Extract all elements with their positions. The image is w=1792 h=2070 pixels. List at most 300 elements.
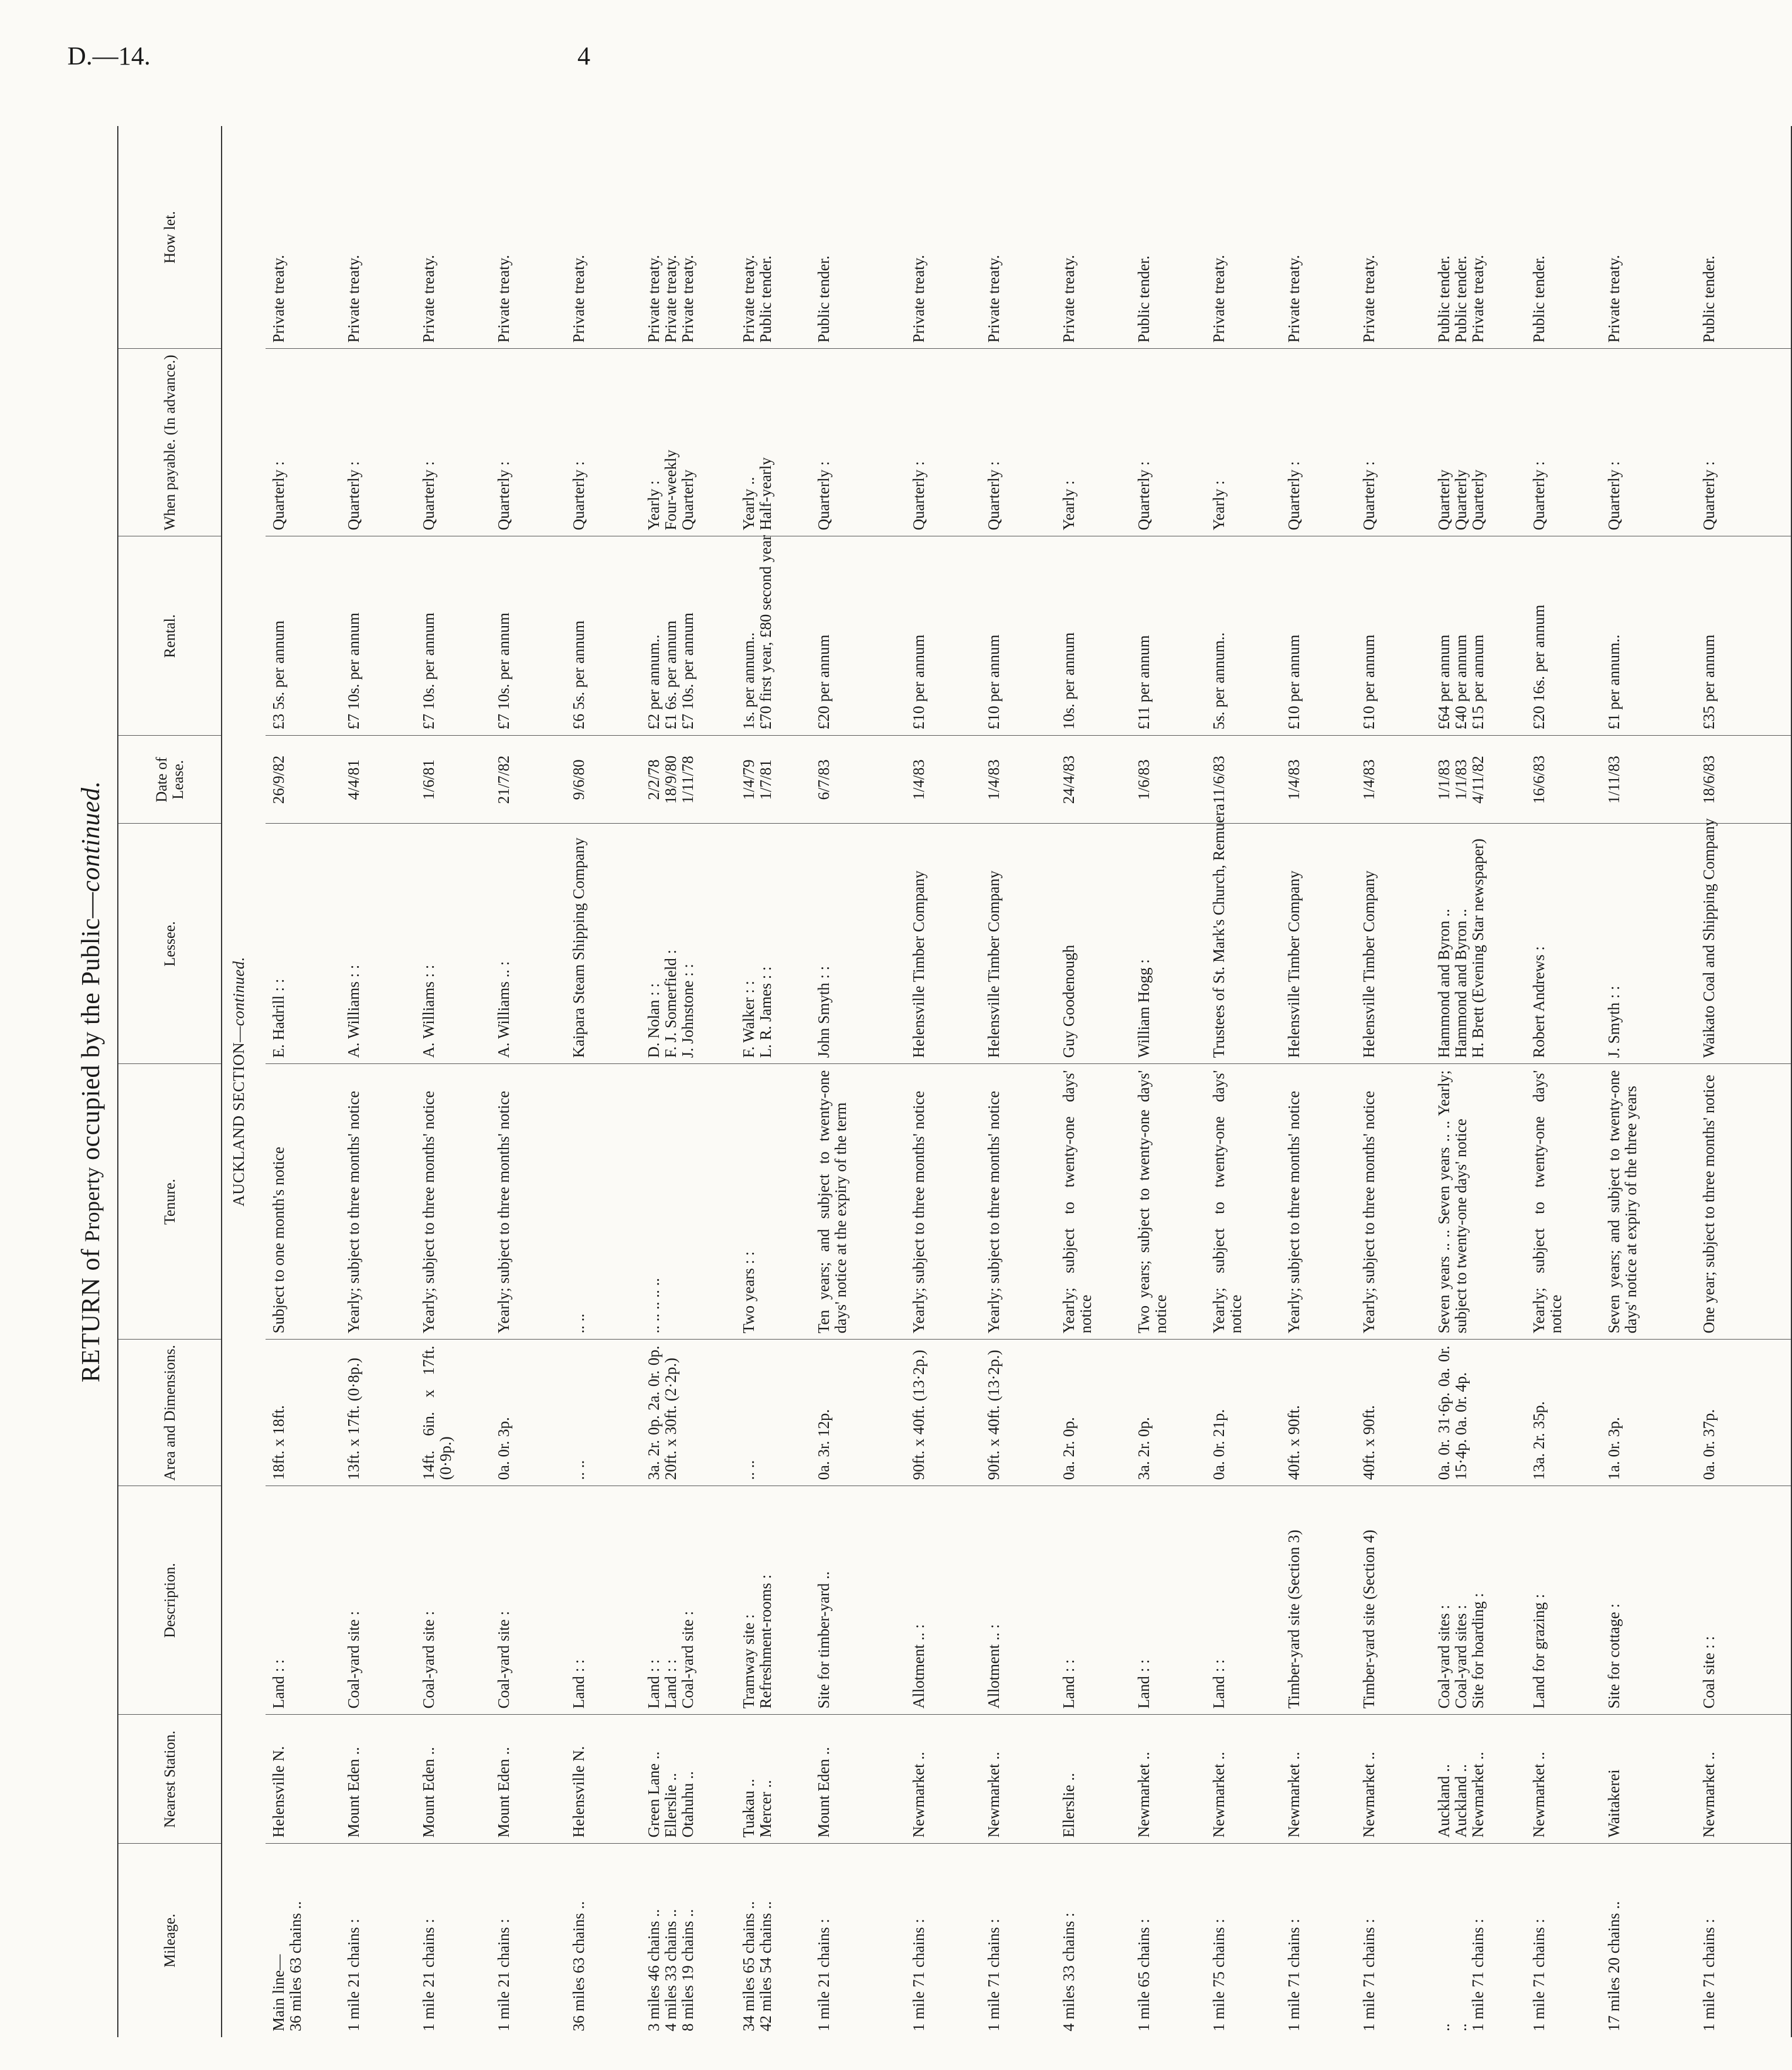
rental-cell-line: £10 per annum bbox=[1360, 634, 1378, 730]
lessee-cell bbox=[1526, 824, 1601, 1064]
date-cell bbox=[641, 736, 736, 824]
station-cell-line: Mount Eden .. bbox=[345, 1747, 362, 1838]
mileage-cell-line: 1 mile 71 chains : bbox=[1700, 1919, 1718, 2031]
lessee-cell-line: Hammond and Byron .. bbox=[1452, 909, 1470, 1058]
how-let-cell bbox=[1601, 126, 1696, 349]
description-cell bbox=[566, 1486, 641, 1715]
station-cell-line: Auckland .. bbox=[1452, 1764, 1470, 1838]
description-cell bbox=[641, 1486, 736, 1715]
rental-cell-line: £7 10s. per annum bbox=[420, 613, 437, 730]
table-row bbox=[1356, 126, 1431, 2037]
lessee-cell bbox=[491, 824, 566, 1064]
header-row bbox=[118, 126, 222, 2037]
rental-cell-line: £10 per annum bbox=[1285, 634, 1303, 730]
station-cell-line: Helensville N. bbox=[570, 1746, 587, 1838]
tenure-cell: Yearly; subject to three months' notice bbox=[491, 1064, 566, 1340]
date-cell bbox=[811, 736, 906, 824]
mileage-cell-line: 3 miles 46 chains .. bbox=[645, 1909, 662, 2031]
date-cell-line: 4/4/81 bbox=[345, 759, 362, 800]
rental-cell bbox=[1526, 536, 1601, 736]
description-cell-line: Coal-yard site : bbox=[420, 1611, 437, 1709]
how-let-cell bbox=[266, 126, 341, 349]
how-let-cell bbox=[1206, 126, 1281, 349]
table-row bbox=[266, 126, 341, 2037]
lessee-cell-line: Waikato Coal and Shipping Company bbox=[1700, 818, 1718, 1058]
station-cell-line: Newmarket .. bbox=[1360, 1752, 1378, 1838]
mileage-cell-line: 1 mile 71 chains : bbox=[1360, 1919, 1378, 2031]
area-cell: .. .. bbox=[736, 1340, 811, 1486]
lessee-cell bbox=[1696, 818, 1791, 1064]
description-cell-line: Land : : bbox=[570, 1659, 587, 1709]
lessee-cell bbox=[1356, 824, 1431, 1064]
description-cell-line: Land : : bbox=[645, 1659, 662, 1709]
tenure-cell: .. .. .. .. .. bbox=[641, 1064, 736, 1340]
description-cell-line: Land : : bbox=[1210, 1659, 1227, 1709]
how-let-cell bbox=[1281, 126, 1356, 349]
how-let-cell-line: Private treaty. bbox=[679, 254, 696, 343]
how-let-cell-line: Private treaty. bbox=[1605, 254, 1623, 343]
station-cell-line: Mount Eden .. bbox=[495, 1747, 512, 1838]
lessee-cell-line: Helensville Timber Company bbox=[1285, 871, 1303, 1058]
how-let-cell bbox=[641, 126, 736, 349]
table-row bbox=[491, 126, 566, 2037]
how-let-cell bbox=[1131, 126, 1206, 349]
description-cell-line: Allotment .. : bbox=[910, 1624, 927, 1709]
description-cell bbox=[1206, 1486, 1281, 1715]
how-let-cell-line: Private treaty. bbox=[270, 254, 287, 343]
rental-cell-line: 1s. per annum.. bbox=[740, 632, 757, 730]
how-let-cell bbox=[341, 126, 416, 349]
area-cell: 14ft. 6in. x 17ft. (0·9p.) bbox=[416, 1340, 491, 1486]
lessee-cell-line: H. Brett (Evening Star newspaper) bbox=[1469, 838, 1487, 1058]
rental-cell bbox=[566, 536, 641, 736]
payable-cell-line: Yearly : bbox=[1210, 480, 1227, 531]
how-let-cell-line: Private treaty. bbox=[1060, 254, 1077, 343]
lessee-cell-line: Helensville Timber Company bbox=[985, 871, 1002, 1058]
title-suffix: occupied by the Public— bbox=[76, 892, 105, 1167]
mileage-cell bbox=[906, 1844, 981, 2037]
table-row bbox=[416, 126, 491, 2037]
tenure-cell: Two years : : bbox=[736, 1064, 811, 1340]
date-cell-line: 1/4/83 bbox=[1285, 759, 1303, 800]
area-cell: 13ft. x 17ft. (0·8p.) bbox=[341, 1340, 416, 1486]
area-cell: 0a. 0r. 3p. bbox=[491, 1340, 566, 1486]
payable-cell-line: Quarterly bbox=[679, 470, 696, 531]
area-cell: 0a. 0r. 31·6p. 0a. 0r. 15·4p. 0a. 0r. 4p. bbox=[1431, 1340, 1526, 1486]
lessee-cell bbox=[906, 824, 981, 1064]
description-cell-line: Allotment .. : bbox=[985, 1624, 1002, 1709]
payable-cell bbox=[416, 349, 491, 536]
payable-cell-line: Quarterly : bbox=[570, 461, 587, 531]
tenure-cell: Yearly; subject to three months' notice bbox=[1281, 1064, 1356, 1340]
table-row bbox=[1526, 126, 1601, 2037]
payable-cell bbox=[736, 349, 811, 536]
station-cell bbox=[266, 1715, 341, 1844]
description-cell bbox=[491, 1486, 566, 1715]
rental-cell bbox=[736, 536, 811, 736]
mileage-cell bbox=[416, 1844, 491, 2037]
mileage-cell bbox=[566, 1844, 641, 2037]
page-reference: D.—14. bbox=[67, 42, 151, 70]
mileage-cell-line: 1 mile 21 chains : bbox=[420, 1919, 437, 2031]
how-let-cell-line: Public tender. bbox=[1530, 256, 1548, 343]
mileage-cell bbox=[266, 1844, 341, 2037]
station-cell-line: Waitakerei bbox=[1605, 1769, 1623, 1838]
payable-cell bbox=[641, 349, 736, 536]
col-header-lessee: Lessee. bbox=[118, 824, 222, 1064]
description-cell bbox=[341, 1486, 416, 1715]
how-let-cell-line: Public tender. bbox=[1135, 256, 1152, 343]
tenure-cell: Yearly; subject to three months' notice bbox=[341, 1064, 416, 1340]
payable-cell bbox=[566, 349, 641, 536]
tenure-cell: Two years; subject to twenty-one days' notice bbox=[1131, 1064, 1206, 1340]
description-cell-line: Land : : bbox=[1060, 1659, 1077, 1709]
rental-cell-line: £20 per annum bbox=[815, 634, 832, 730]
rental-cell-line: 5s. per annum.. bbox=[1210, 632, 1227, 730]
rental-cell bbox=[1696, 536, 1791, 736]
date-cell bbox=[566, 736, 641, 824]
area-cell: 90ft. x 40ft. (13·2p.) bbox=[981, 1340, 1056, 1486]
rental-cell-line: £7 10s. per annum bbox=[495, 613, 512, 730]
table-row bbox=[641, 126, 736, 2037]
table-row bbox=[1056, 126, 1131, 2037]
date-cell-line: 1/11/78 bbox=[679, 756, 696, 804]
lessee-cell-line: F. Walker : : bbox=[740, 980, 757, 1058]
table-row bbox=[1281, 126, 1356, 2037]
payable-cell-line: Quarterly : bbox=[1605, 461, 1623, 531]
how-let-cell-line: Public tender. bbox=[1700, 256, 1718, 343]
payable-cell-line: Quarterly : bbox=[1285, 461, 1303, 531]
payable-cell bbox=[1131, 349, 1206, 536]
how-let-cell bbox=[1526, 126, 1601, 349]
mileage-cell bbox=[1206, 1844, 1281, 2037]
description-cell bbox=[416, 1486, 491, 1715]
date-cell bbox=[416, 736, 491, 824]
payable-cell-line: Quarterly : bbox=[910, 461, 927, 531]
lessee-cell-line: Kaipara Steam Shipping Company bbox=[570, 837, 587, 1058]
mileage-cell-line: 34 miles 65 chains .. bbox=[740, 1901, 757, 2031]
mileage-cell-line: 1 mile 21 chains : bbox=[345, 1919, 362, 2031]
station-cell bbox=[641, 1715, 736, 1844]
lessee-cell-line: A. Williams .. : bbox=[495, 961, 512, 1058]
how-let-cell-line: Private treaty. bbox=[1285, 254, 1303, 343]
area-cell: 1a. 0r. 3p. bbox=[1601, 1340, 1696, 1486]
station-cell bbox=[811, 1715, 906, 1844]
table-row bbox=[981, 126, 1056, 2037]
title-continued: continued. bbox=[76, 780, 105, 892]
date-cell-line: 9/6/80 bbox=[570, 759, 587, 800]
date-cell-line: 1/1/83 bbox=[1452, 759, 1470, 800]
description-cell-line: Tramway site : bbox=[740, 1614, 757, 1709]
lessee-cell bbox=[566, 824, 641, 1064]
lessee-cell-line: A. Williams : : bbox=[420, 964, 437, 1058]
date-cell bbox=[1526, 736, 1601, 824]
tenure-cell: Subject to one month's notice bbox=[266, 1064, 341, 1340]
how-let-cell bbox=[906, 126, 981, 349]
station-cell-line: Tuakau .. bbox=[740, 1779, 757, 1838]
table-row bbox=[1206, 126, 1281, 2037]
description-cell-line: Coal-yard sites : bbox=[1435, 1605, 1453, 1709]
mileage-cell-line: 1 mile 65 chains : bbox=[1135, 1919, 1152, 2031]
description-cell bbox=[1056, 1486, 1131, 1715]
rental-cell-line: £10 per annum bbox=[910, 634, 927, 730]
payable-cell-line: Half-yearly bbox=[757, 457, 774, 531]
description-cell bbox=[906, 1486, 981, 1715]
lessee-cell-line: J. Johnstone : : bbox=[679, 963, 696, 1058]
lessee-cell bbox=[1431, 824, 1526, 1064]
date-cell bbox=[1056, 736, 1131, 824]
date-cell-line: 18/6/83 bbox=[1700, 755, 1718, 804]
payable-cell bbox=[491, 349, 566, 536]
rotated-return-table bbox=[67, 91, 1718, 2037]
date-cell-line: 4/11/82 bbox=[1469, 756, 1487, 804]
payable-cell-line: Yearly : bbox=[645, 480, 662, 531]
page-number: 4 bbox=[577, 42, 590, 70]
date-cell bbox=[1696, 736, 1791, 824]
station-cell bbox=[906, 1715, 981, 1844]
date-cell bbox=[1131, 736, 1206, 824]
mileage-cell bbox=[641, 1844, 736, 2037]
how-let-cell-line: Private treaty. bbox=[345, 254, 362, 343]
description-cell bbox=[1356, 1486, 1431, 1715]
payable-cell bbox=[1431, 349, 1526, 536]
how-let-cell-line: Private treaty. bbox=[985, 254, 1002, 343]
rental-cell-line: £1 6s. per annum bbox=[662, 620, 679, 730]
rental-cell bbox=[1601, 536, 1696, 736]
mileage-cell-line: 17 miles 20 chains .. bbox=[1605, 1901, 1623, 2031]
description-cell-line: Land for grazing : bbox=[1530, 1593, 1548, 1709]
payable-cell bbox=[1696, 349, 1791, 536]
table-row bbox=[736, 126, 811, 2037]
description-cell-line: Timber-yard site (Section 3) bbox=[1285, 1529, 1303, 1709]
lessee-cell-line: William Hogg : bbox=[1135, 959, 1152, 1058]
lessee-cell bbox=[1206, 803, 1281, 1064]
how-let-cell-line: Private treaty. bbox=[645, 254, 662, 343]
mileage-cell bbox=[491, 1844, 566, 2037]
section-continued: continued. bbox=[230, 957, 247, 1026]
lessee-cell-line: Trustees of St. Mark's Church, Remuera bbox=[1210, 803, 1227, 1058]
mileage-cell bbox=[1696, 1844, 1791, 2037]
station-cell-line: Newmarket .. bbox=[1530, 1752, 1548, 1838]
lessee-cell-line: Helensville Timber Company bbox=[1360, 871, 1378, 1058]
payable-cell-line: Quarterly : bbox=[420, 461, 437, 531]
mileage-cell-line: 1 mile 21 chains : bbox=[495, 1919, 512, 2031]
mileage-cell bbox=[1431, 1844, 1526, 2037]
how-let-cell bbox=[811, 126, 906, 349]
col-header-area: Area and Dimensions. bbox=[118, 1340, 222, 1486]
lessee-cell bbox=[1131, 824, 1206, 1064]
date-cell-line: 24/4/83 bbox=[1060, 755, 1077, 804]
date-cell-line: 1/4/83 bbox=[985, 759, 1002, 800]
how-let-cell-line: Private treaty. bbox=[1210, 254, 1227, 343]
payable-cell-line: Quarterly bbox=[1452, 470, 1470, 531]
date-cell bbox=[906, 736, 981, 824]
col-header-date: Date of Lease. bbox=[118, 736, 222, 824]
payable-cell-line: Quarterly : bbox=[1530, 461, 1548, 531]
payable-cell-line: Yearly .. bbox=[740, 477, 757, 531]
how-let-cell-line: Private treaty. bbox=[420, 254, 437, 343]
lessee-cell bbox=[736, 824, 811, 1064]
rental-cell bbox=[491, 536, 566, 736]
date-cell-line: 21/7/82 bbox=[495, 755, 512, 804]
document-title bbox=[67, 126, 114, 2037]
station-cell-line: Otahuhu .. bbox=[679, 1771, 696, 1838]
rental-cell bbox=[981, 536, 1056, 736]
mileage-cell bbox=[1526, 1844, 1601, 2037]
description-cell-line: Coal-yard sites : bbox=[1452, 1605, 1470, 1709]
description-cell-line: Coal-yard site : bbox=[495, 1611, 512, 1709]
how-let-cell bbox=[491, 126, 566, 349]
date-cell-line: 1/11/83 bbox=[1605, 756, 1623, 804]
lessee-cell bbox=[641, 824, 736, 1064]
station-cell bbox=[1131, 1715, 1206, 1844]
description-cell-line: Land : : bbox=[270, 1659, 287, 1709]
how-let-cell-line: Private treaty. bbox=[740, 254, 757, 343]
rental-cell bbox=[1281, 536, 1356, 736]
lessee-cell bbox=[416, 824, 491, 1064]
description-cell bbox=[1281, 1486, 1356, 1715]
description-cell bbox=[1526, 1486, 1601, 1715]
rental-cell-line: £2 per annum.. bbox=[645, 634, 662, 730]
rental-cell bbox=[1356, 536, 1431, 736]
mileage-cell-line: 1 mile 71 chains : bbox=[1469, 1919, 1487, 2031]
station-cell bbox=[1601, 1715, 1696, 1844]
station-cell bbox=[1356, 1715, 1431, 1844]
payable-cell bbox=[1281, 349, 1356, 536]
title-prefix: RETURN of bbox=[76, 1242, 105, 1383]
tenure-cell: Yearly; subject to three months' notice bbox=[416, 1064, 491, 1340]
tenure-cell: Yearly; subject to twenty-one days' notice bbox=[1526, 1064, 1601, 1340]
rental-cell bbox=[1131, 536, 1206, 736]
lessee-cell-line: E. Hadrill : : bbox=[270, 978, 287, 1058]
how-let-cell bbox=[1431, 126, 1526, 349]
title-small-caps: Property bbox=[80, 1167, 104, 1242]
tenure-cell: One year; subject to three months' notice bbox=[1696, 1064, 1791, 1340]
area-cell: 3a. 2r. 0p. bbox=[1131, 1340, 1206, 1486]
payable-cell bbox=[1206, 349, 1281, 536]
date-cell-line: 6/7/83 bbox=[815, 759, 832, 800]
col-header-rental: Rental. bbox=[118, 536, 222, 736]
description-cell bbox=[266, 1486, 341, 1715]
area-cell: 40ft. x 90ft. bbox=[1356, 1340, 1431, 1486]
station-cell bbox=[491, 1715, 566, 1844]
rental-cell-line: £6 5s. per annum bbox=[570, 620, 587, 730]
date-cell bbox=[1601, 736, 1696, 824]
station-cell bbox=[1431, 1715, 1526, 1844]
tenure-cell: .. .. bbox=[566, 1064, 641, 1340]
area-cell: 0a. 2r. 0p. bbox=[1056, 1340, 1131, 1486]
date-cell bbox=[1281, 736, 1356, 824]
lessee-cell bbox=[981, 824, 1056, 1064]
description-cell-line: Refreshment-rooms : bbox=[757, 1574, 774, 1709]
description-cell bbox=[981, 1486, 1056, 1715]
how-let-cell-line: Private treaty. bbox=[570, 254, 587, 343]
mileage-cell-line: 1 mile 71 chains : bbox=[985, 1919, 1002, 2031]
table-row bbox=[566, 126, 641, 2037]
mileage-cell-line: .. bbox=[1435, 2023, 1453, 2031]
description-cell-line: Land : : bbox=[662, 1659, 679, 1709]
lessee-cell-line: Robert Andrews : bbox=[1530, 946, 1548, 1058]
rental-cell-line: £35 per annum bbox=[1700, 634, 1718, 730]
date-cell-line: 1/1/83 bbox=[1435, 759, 1453, 800]
area-cell: 3a. 2r. 0p. 2a. 0r. 0p. 20ft. x 30ft. (2·2p.) bbox=[641, 1340, 736, 1486]
rental-cell-line: £7 10s. per annum bbox=[345, 613, 362, 730]
lessee-cell bbox=[341, 824, 416, 1064]
lessee-cell-line: F. J. Somerfield : bbox=[662, 949, 679, 1058]
station-cell-line: Newmarket .. bbox=[1700, 1752, 1718, 1838]
rental-cell-line: £40 per annum bbox=[1452, 634, 1470, 730]
how-let-cell-line: Private treaty. bbox=[495, 254, 512, 343]
payable-cell-line: Quarterly : bbox=[1700, 461, 1718, 531]
return-table bbox=[117, 126, 1792, 2037]
area-cell: 0a. 3r. 12p. bbox=[811, 1340, 906, 1486]
description-cell-line: Timber-yard site (Section 4) bbox=[1360, 1529, 1378, 1709]
date-cell bbox=[981, 736, 1056, 824]
payable-cell bbox=[266, 349, 341, 536]
how-let-cell bbox=[566, 126, 641, 349]
rental-cell-line: 10s. per annum bbox=[1060, 632, 1077, 730]
tenure-cell: Seven years; and subject to twenty-one days' notice at expiry of the three years bbox=[1601, 1064, 1696, 1340]
station-cell-line: Mercer .. bbox=[757, 1780, 774, 1838]
station-cell bbox=[1056, 1715, 1131, 1844]
payable-cell bbox=[341, 349, 416, 536]
date-cell bbox=[1431, 736, 1526, 824]
area-cell: .. .. bbox=[566, 1340, 641, 1486]
payable-cell-line: Quarterly : bbox=[1360, 461, 1378, 531]
date-cell-line: 26/9/82 bbox=[270, 755, 287, 804]
rental-cell-line: £7 10s. per annum bbox=[679, 613, 696, 730]
how-let-cell-line: Public tender. bbox=[1452, 256, 1470, 343]
description-cell bbox=[1431, 1486, 1526, 1715]
rental-cell-line: £15 per annum bbox=[1469, 634, 1487, 730]
station-cell bbox=[1526, 1715, 1601, 1844]
rental-cell-line: £3 5s. per annum bbox=[270, 620, 287, 730]
mileage-cell bbox=[736, 1844, 811, 2037]
date-cell-line: 1/7/81 bbox=[757, 759, 774, 800]
mileage-cell bbox=[1601, 1844, 1696, 2037]
lessee-cell bbox=[1601, 824, 1696, 1064]
description-cell bbox=[736, 1486, 811, 1715]
lessee-cell-line: J. Smyth : : bbox=[1605, 985, 1623, 1058]
section-heading bbox=[222, 126, 266, 2037]
description-cell-line: Site for hoarding : bbox=[1469, 1593, 1487, 1709]
mileage-cell bbox=[1131, 1844, 1206, 2037]
rental-cell bbox=[416, 536, 491, 736]
how-let-cell bbox=[736, 126, 811, 349]
payable-cell bbox=[1601, 349, 1696, 536]
mileage-cell-line: 36 miles 63 chains .. bbox=[570, 1901, 587, 2031]
payable-cell bbox=[906, 349, 981, 536]
area-cell: 13a. 2r. 35p. bbox=[1526, 1340, 1601, 1486]
rental-cell-line: £70 first year, £80 second year bbox=[757, 535, 774, 730]
mileage-cell-line: 4 miles 33 chains : bbox=[1060, 1912, 1077, 2031]
description-cell bbox=[1601, 1486, 1696, 1715]
description-cell bbox=[1131, 1486, 1206, 1715]
col-header-how-let: How let. bbox=[118, 126, 222, 349]
lessee-cell-line: John Smyth : : bbox=[815, 966, 832, 1058]
lessee-cell bbox=[1056, 824, 1131, 1064]
how-let-cell bbox=[981, 126, 1056, 349]
station-cell-line: Newmarket .. bbox=[1210, 1752, 1227, 1838]
rental-cell-line: £1 per annum.. bbox=[1605, 634, 1623, 730]
description-cell-line: Land : : bbox=[1135, 1659, 1152, 1709]
mileage-cell-line: 36 miles 63 chains .. bbox=[287, 1901, 304, 2031]
table-row bbox=[1431, 126, 1526, 2037]
rental-cell bbox=[1056, 536, 1131, 736]
station-cell bbox=[416, 1715, 491, 1844]
station-cell bbox=[736, 1715, 811, 1844]
area-cell: 18ft. x 18ft. bbox=[266, 1340, 341, 1486]
